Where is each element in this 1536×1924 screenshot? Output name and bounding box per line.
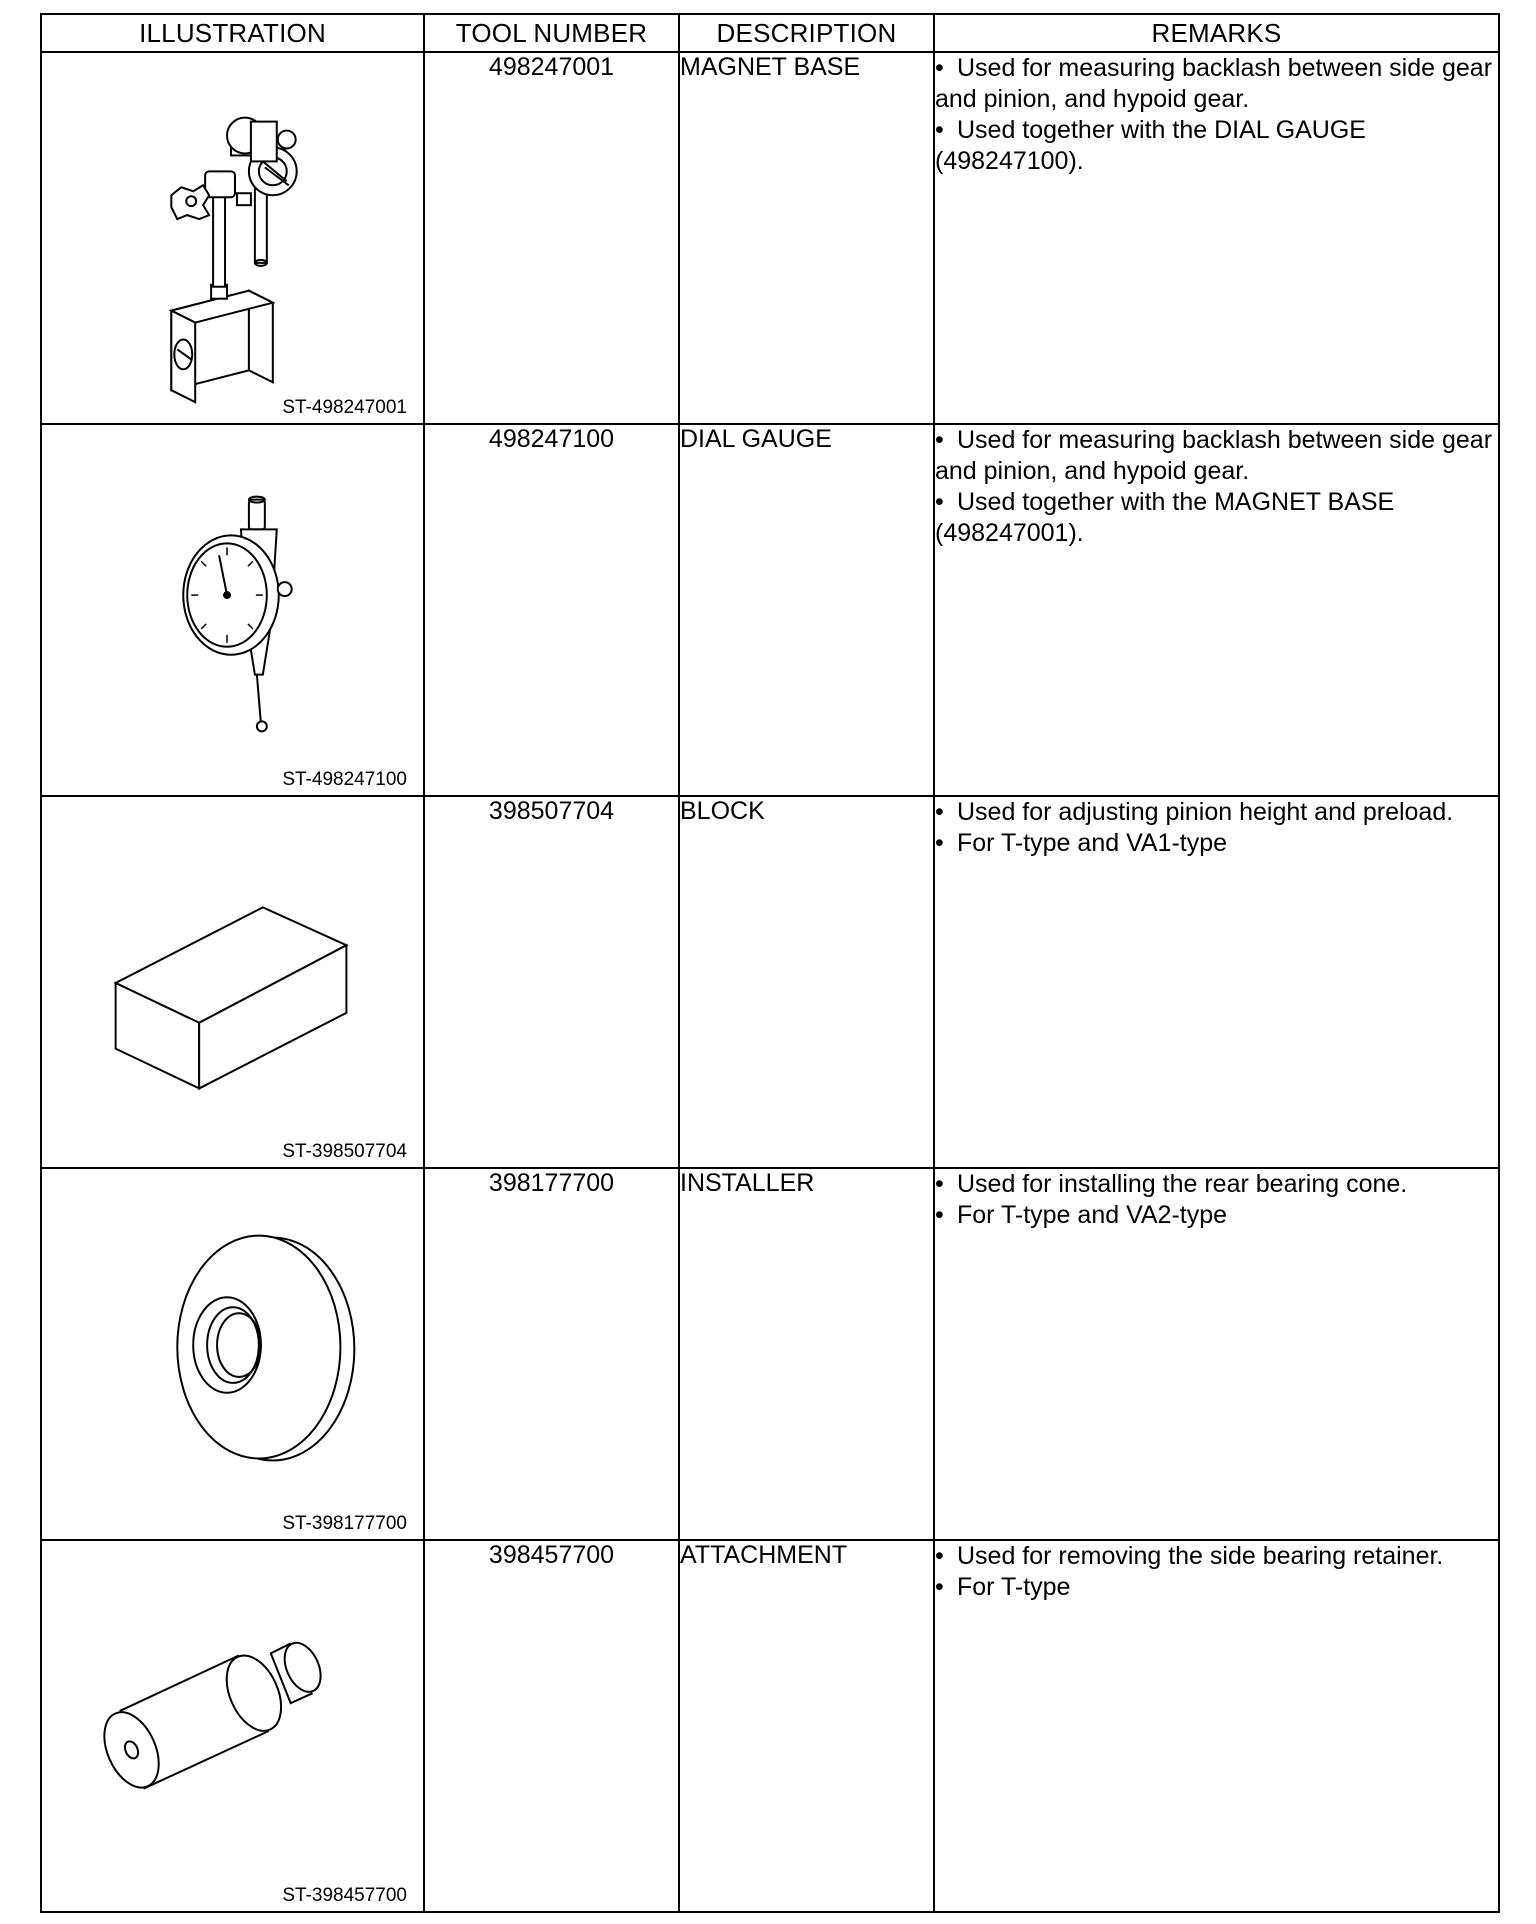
remark-item: • Used together with the MAGNET BASE (498247001). <box>935 488 1395 547</box>
header-illustration: ILLUSTRATION <box>41 14 424 52</box>
illustration-code: ST-398457700 <box>282 1885 407 1906</box>
remark-item: • Used for installing the rear bearing cone. <box>935 1170 1408 1198</box>
illustration-cell <box>41 52 424 424</box>
header-description: DESCRIPTION <box>679 14 934 52</box>
table-row <box>41 52 1499 424</box>
table-row <box>41 1540 1499 1912</box>
tool-number: 398457700 <box>424 1540 679 1912</box>
tool-number: 498247001 <box>424 52 679 424</box>
remark-item: • Used for adjusting pinion height and preload. <box>935 798 1454 826</box>
dial-gauge-illustration <box>42 425 423 795</box>
tool-description: DIAL GAUGE <box>679 424 934 796</box>
tool-remarks <box>934 796 1499 1168</box>
tool-remarks <box>934 1540 1499 1912</box>
magnet-base-illustration <box>42 53 423 423</box>
remark-item: • Used for measuring backlash between side gear and pinion, and hypoid gear. <box>935 426 1493 485</box>
remark-item: • Used for measuring backlash between side gear and pinion, and hypoid gear. <box>935 54 1493 113</box>
tool-number: 498247100 <box>424 424 679 796</box>
special-tools-table <box>40 13 1500 1913</box>
illustration-code: ST-498247100 <box>282 769 407 790</box>
tool-number: 398177700 <box>424 1168 679 1540</box>
table-row <box>41 424 1499 796</box>
illustration-code: ST-398177700 <box>282 1513 407 1534</box>
illustration-cell <box>41 1168 424 1540</box>
tool-description: MAGNET BASE <box>679 52 934 424</box>
tool-description: BLOCK <box>679 796 934 1168</box>
illustration-code: ST-398507704 <box>282 1141 407 1162</box>
tool-remarks <box>934 1168 1499 1540</box>
remark-item: • Used together with the DIAL GAUGE (498247100). <box>935 116 1366 175</box>
tool-description: ATTACHMENT <box>679 1540 934 1912</box>
tool-remarks <box>934 424 1499 796</box>
illustration-code: ST-498247001 <box>282 397 407 418</box>
remark-item: • For T-type and VA2-type <box>935 1201 1228 1229</box>
header-remarks: REMARKS <box>934 14 1499 52</box>
header-tool-number: TOOL NUMBER <box>424 14 679 52</box>
table-row <box>41 796 1499 1168</box>
tool-number: 398507704 <box>424 796 679 1168</box>
tool-description: INSTALLER <box>679 1168 934 1540</box>
attachment-illustration <box>42 1541 423 1911</box>
remark-item: • For T-type and VA1-type <box>935 829 1228 857</box>
illustration-cell <box>41 424 424 796</box>
remark-item: • Used for removing the side bearing retainer. <box>935 1542 1444 1570</box>
table-header-row <box>41 14 1499 52</box>
table-row <box>41 1168 1499 1540</box>
installer-illustration <box>42 1169 423 1539</box>
remark-item: • For T-type <box>935 1573 1071 1601</box>
illustration-cell <box>41 1540 424 1912</box>
tool-remarks <box>934 52 1499 424</box>
illustration-cell <box>41 796 424 1168</box>
block-illustration <box>42 797 423 1167</box>
